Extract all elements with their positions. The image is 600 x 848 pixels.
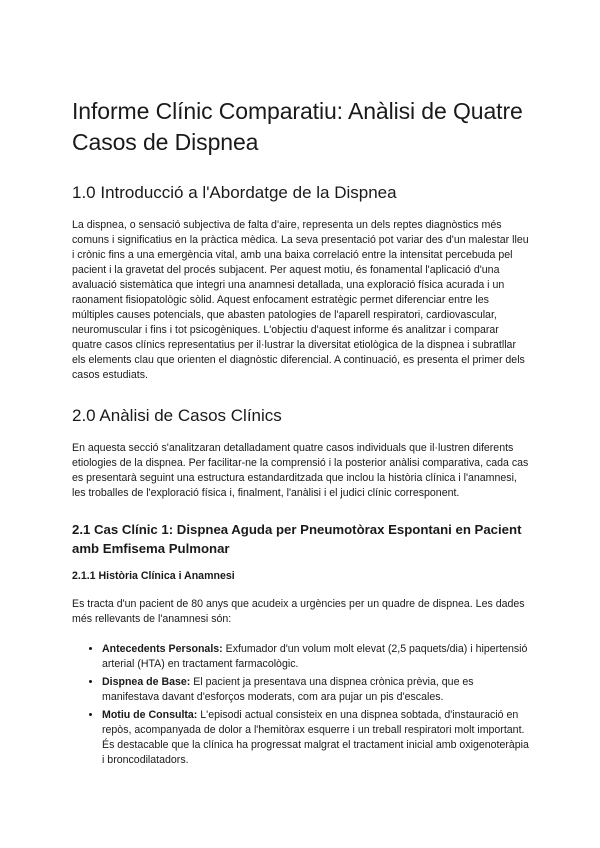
case-1-bullet-list: [72, 642, 530, 768]
list-item: [102, 708, 530, 768]
bullet-label: Antecedents Personals:: [102, 643, 223, 655]
document-title: Informe Clínic Comparatiu: Anàlisi de Quatre Casos de Dispnea: [72, 98, 523, 155]
document-page: [72, 96, 530, 771]
bullet-text: Exfumador d'un volum molt elevat (2,5 paquets/dia) i hipertensió arterial (HTA) en tractament farmacològic.: [102, 643, 528, 670]
case-1-heading: 2.1 Cas Clínic 1: Dispnea Aguda per Pneumotòrax Espontani en Pacient amb Emfisema Pulmonar: [72, 522, 522, 556]
case-1-subheading: 2.1.1 Història Clínica i Anamnesi: [72, 570, 235, 582]
bullet-label: Dispnea de Base:: [102, 676, 191, 688]
bullet-label: Motiu de Consulta:: [102, 709, 198, 721]
case-analysis-paragraph: En aquesta secció s'analitzaran detalladament quatre casos individuals que il·lustren diferents etiologies de la dispnea. Per facilitar-ne la comprensió i la posterior anàlisi comparativa, cada cas es presentarà seguint una estructura estandarditzada que inclou la història clínica i l'anamnesi, les troballes de l'exploració física i, finalment, l'anàlisi i el judici clínic corresponent.: [72, 442, 529, 499]
section-heading-introduction: 1.0 Introducció a l'Abordatge de la Dispnea: [72, 183, 397, 202]
section-heading-case-analysis: 2.0 Anàlisi de Casos Clínics: [72, 406, 282, 425]
case-1-intro: Es tracta d'un pacient de 80 anys que acudeix a urgències per un quadre de dispnea. Les dades més rellevants de l'anamnesi són:: [72, 598, 525, 625]
list-item: [102, 675, 530, 705]
bullet-text: L'episodi actual consisteix en una dispnea sobtada, d'instauració en repòs, acompanyada de dolor a l'hemitòrax esquerre i un treball respiratori molt important. És destacable que la clínica ha progressat malgrat el tractament inicial amb oxigenoteràpia i broncodilatadors.: [102, 709, 529, 766]
introduction-paragraph: La dispnea, o sensació subjectiva de falta d'aire, representa un dels reptes diagnòstics més comuns i significatius en la pràctica mèdica. La seva presentació pot variar des d'un malestar lleu i crònic fins a una emergència vital, amb una baixa correlació entre la intensitat percebuda pel pacient i la gravetat del procés subjacent. Per aquest motiu, és fonamental l'aplicació d'una avaluació sistemàtica que integri una anamnesi detallada, una exploració física acurada i un raonament fisiopatològic sòlid. Aquest enfocament estratègic permet diferenciar entre les múltiples causes potencials, que abasten patologies de l'aparell respiratori, cardiovascular, neuromuscular i fins i tot psicogèniques. L'objectiu d'aquest informe és analitzar i comparar quatre casos clínics representatius per il·lustrar la diversitat etiològica de la dispnea i subratllar els elements clau que orienten el diagnòstic diferencial. A continuació, es presenta el primer dels casos estudiats.: [72, 219, 529, 381]
bullet-text: El pacient ja presentava una dispnea crònica prèvia, que es manifestava davant d'esforços moderats, com ara pujar un pis d'escales.: [102, 676, 474, 703]
list-item: [102, 642, 530, 672]
